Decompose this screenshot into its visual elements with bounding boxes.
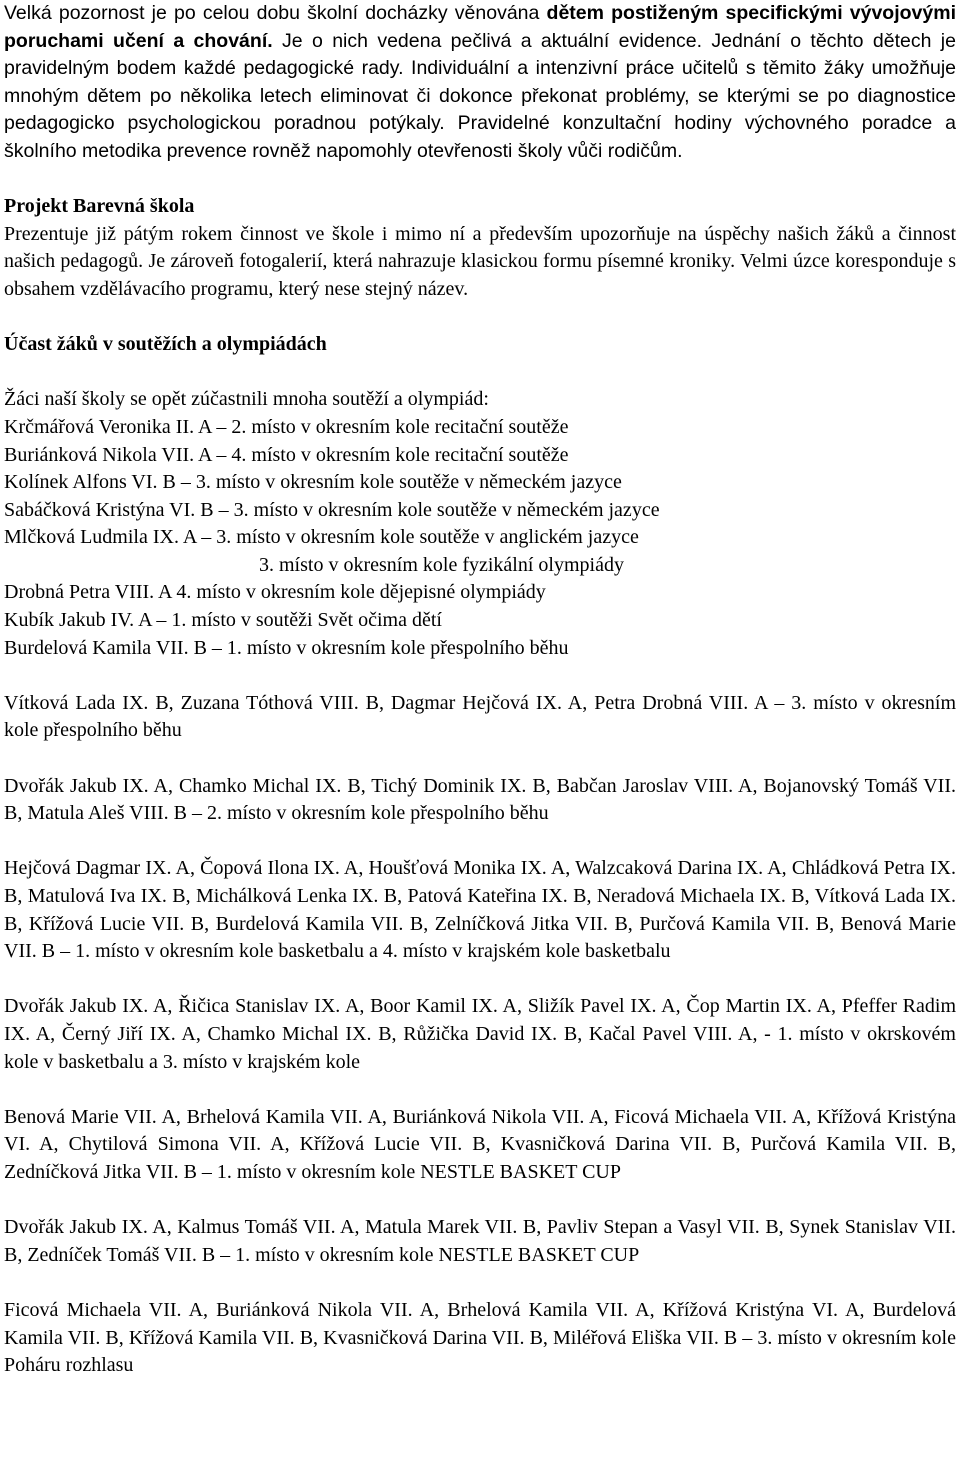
team-result: Ficová Michaela VII. A, Buriánková Nikola VII. A, Brhelová Kamila VII. A, Křížová Kristýna VI. A, Burdelová Kamila VII. B, Křížová Kamila VII. B, Kvasničková Darina VII. B, Miléřová Eliška VII. B – 3. místo v okresním kole Poháru rozhlasu xyxy=(4,1298,956,1377)
team-result: Dvořák Jakub IX. A, Řičica Stanislav IX. A, Boor Kamil IX. A, Sližík Pavel IX. A, Čop Martin IX. A, Pfeffer Radim IX. A, Černý Jiří IX. A, Chamko Michal IX. B, Růžička David IX. B, Kačal Pavel VIII. A, - 1. místo v okrskovém kole v basketbalu a 3. místo v krajském kole xyxy=(4,995,956,1073)
intro-emphasis: dětem postiženým specifickými vývojovými poruchami učení a chování. xyxy=(4,2,956,52)
result-line: Kubík Jakub IV. A – 1. místo v soutěži Svět očima dětí xyxy=(4,609,442,632)
result-line: Buriánková Nikola VII. A – 4. místo v okresním kole recitační soutěže xyxy=(4,443,569,466)
result-line: Kolínek Alfons VI. B – 3. místo v okresním kole soutěže v německém jazyce xyxy=(4,471,622,494)
document-page xyxy=(4,0,956,1380)
intro-text-start: Velká pozornost je po celou dobu školní docházky věnována xyxy=(4,2,547,24)
result-line: Mlčková Ludmila IX. A – 3. místo v okresním kole soutěže v anglickém jazyce xyxy=(4,526,639,549)
result-line: Drobná Petra VIII. A 4. místo v okresním kole dějepisné olympiády xyxy=(4,581,546,604)
team-result: Dvořák Jakub IX. A, Kalmus Tomáš VII. A, Matula Marek VII. B, Pavliv Stepan a Vasyl VII. B, Synek Stanislav VII. B, Zedníček Tomáš VII. B – 1. místo v okresním kole NESTLE BASKET CUP xyxy=(4,1216,956,1266)
competitions-intro: Žáci naší školy se opět zúčastnili mnoha soutěží a olympiád: xyxy=(4,388,489,411)
intro-paragraph xyxy=(4,0,956,166)
intro-text-end: Je o nich vedena pečlivá a aktuální evidence. Jednání o těchto dětech je pravidelným bodem každé pedagogické rady. Individuální a intenzivní práce učitelů s těmito žáky umožňuje mnohým dětem po několika letech eliminovat či dokonce překonat problémy, se kterými se po diagnostice pedagogicko psychologickou poradnou potýkaly. Pravidelné konzultační hodiny výchovného poradce a školního metodika prevence rovněž napomohly otevřenosti školy vůči rodičům. xyxy=(4,29,956,162)
result-line: Burdelová Kamila VII. B – 1. místo v okresním kole přespolního běhu xyxy=(4,636,569,659)
result-line: Krčmářová Veronika II. A – 2. místo v okresním kole recitační soutěže xyxy=(4,415,569,438)
project-heading: Projekt Barevná škola xyxy=(4,195,195,218)
result-line: 3. místo v okresním kole fyzikální olympiády xyxy=(259,553,624,576)
team-result: Dvořák Jakub IX. A, Chamko Michal IX. B, Tichý Dominik IX. B, Babčan Jaroslav VIII. A, Bojanovský Tomáš VII. B, Matula Aleš VIII. B – 2. místo v okresním kole přespolního běhu xyxy=(4,774,956,825)
competitions-heading: Účast žáků v soutěžích a olympiádách xyxy=(4,333,327,356)
project-paragraph: Prezentuje již pátým rokem činnost ve škole i mimo ní a především upozorňuje na úspěchy našich žáků a činnost našich pedagogů. Je zároveň fotogalerií, která nahrazuje klasickou formu písemné kroniky. Velmi úzce koresponduje s obsahem vzdělávacího programu, který nese stejný název. xyxy=(4,222,956,300)
team-result: Hejčová Dagmar IX. A, Čopová Ilona IX. A, Houšťová Monika IX. A, Walzcaková Darina IX. A, Chládková Petra IX. B, Matulová Iva IX. B, Michálková Lenka IX. B, Patová Kateřina IX. B, Neradová Michaela IX. B, Vítková Lada IX. B, Křížová Lucie VII. B, Burdelová Kamila VII. B, Zelníčková Jitka VII. B, Purčová Kamila VII. B, Benová Marie VII. B – 1. místo v okresním kole basketbalu a 4. místo v krajském kole basketbalu xyxy=(4,857,956,963)
result-line: Sabáčková Kristýna VI. B – 3. místo v okresním kole soutěže v německém jazyce xyxy=(4,498,660,521)
team-result: Benová Marie VII. A, Brhelová Kamila VII. A, Buriánková Nikola VII. A, Ficová Michaela VII. A, Křížová Kristýna VI. A, Chytilová Simona VII. A, Křížová Lucie VII. B, Kvasničková Darina VII. B, Purčová Kamila VII. B, Zedníčková Jitka VII. B – 1. místo v okresním kole NESTLE BASKET CUP xyxy=(4,1105,956,1183)
team-result: Vítková Lada IX. B, Zuzana Tóthová VIII. B, Dagmar Hejčová IX. A, Petra Drobná VIII. A – 3. místo v okresním kole přespolního běhu xyxy=(4,691,956,742)
